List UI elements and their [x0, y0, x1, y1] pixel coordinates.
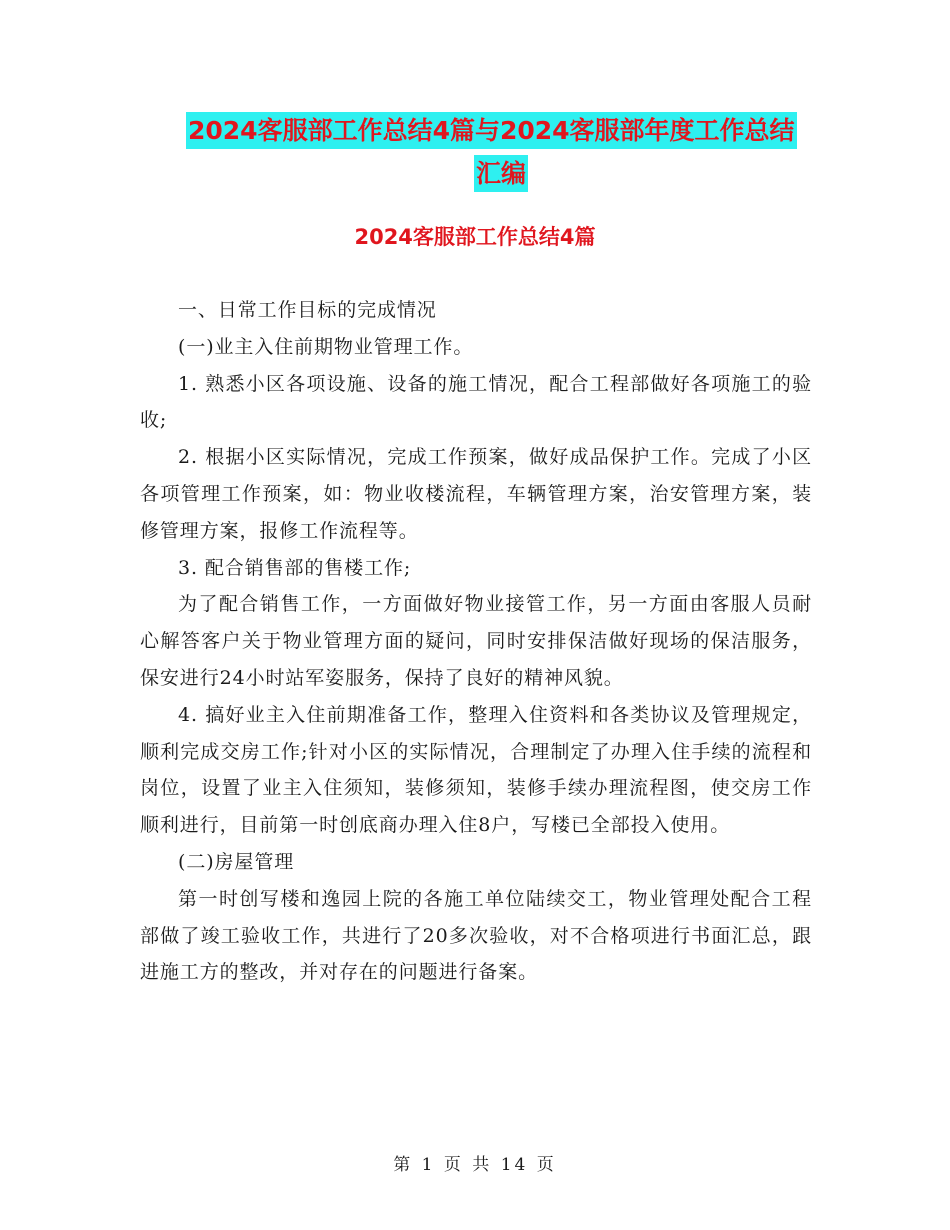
title-line-2: 汇编: [474, 155, 528, 192]
subheading-housing-management: (二)房屋管理: [178, 850, 295, 873]
paragraph-sales-support: 为了配合销售工作，一方面做好物业接管工作，另一方面由客服人员耐心解答客户关于物业管理方面的疑问，同时安排保洁做好现场的保洁服务，保安进行24小时站军姿服务，保持了良好的精神风貌。: [140, 593, 812, 689]
page-footer: 第 1 页 共 14 页: [393, 1155, 557, 1175]
title-line-1: 2024客服部工作总结4篇与2024客服部年度工作总结: [186, 112, 797, 149]
section-heading: 2024客服部工作总结4篇: [354, 225, 596, 249]
subheading-pre-occupancy: (一)业主入住前期物业管理工作。: [178, 335, 474, 358]
paragraph-item-1: 1. 熟悉小区各项设施、设备的施工情况，配合工程部做好各项施工的验收;: [140, 372, 812, 432]
body-text: [140, 292, 812, 991]
heading-daily-goals: 一、日常工作目标的完成情况: [178, 299, 437, 321]
paragraph-acceptance: 第一时创写楼和逸园上院的各施工单位陆续交工，物业管理处配合工程部做了竣工验收工作，共进行了20多次验收，对不合格项进行书面汇总，跟进施工方的整改，并对存在的问题进行备案。: [140, 887, 812, 984]
paragraph-item-2: 2. 根据小区实际情况，完成工作预案，做好成品保护工作。完成了小区各项管理工作预案，如：物业收楼流程，车辆管理方案，治安管理方案，装修管理方案，报修工作流程等。: [140, 446, 812, 542]
paragraph-item-3: 3. 配合销售部的售楼工作;: [178, 556, 412, 579]
paragraph-item-4: 4. 搞好业主入住前期准备工作，整理入住资料和各类协议及管理规定，顺利完成交房工作;针对小区的实际情况，合理制定了办理入住手续的流程和岗位，设置了业主入住须知，装修须知，装修手续办理流程图，使交房工作顺利进行，目前第一时创底商办理入住8户，写楼已全部投入使用。: [140, 703, 812, 837]
